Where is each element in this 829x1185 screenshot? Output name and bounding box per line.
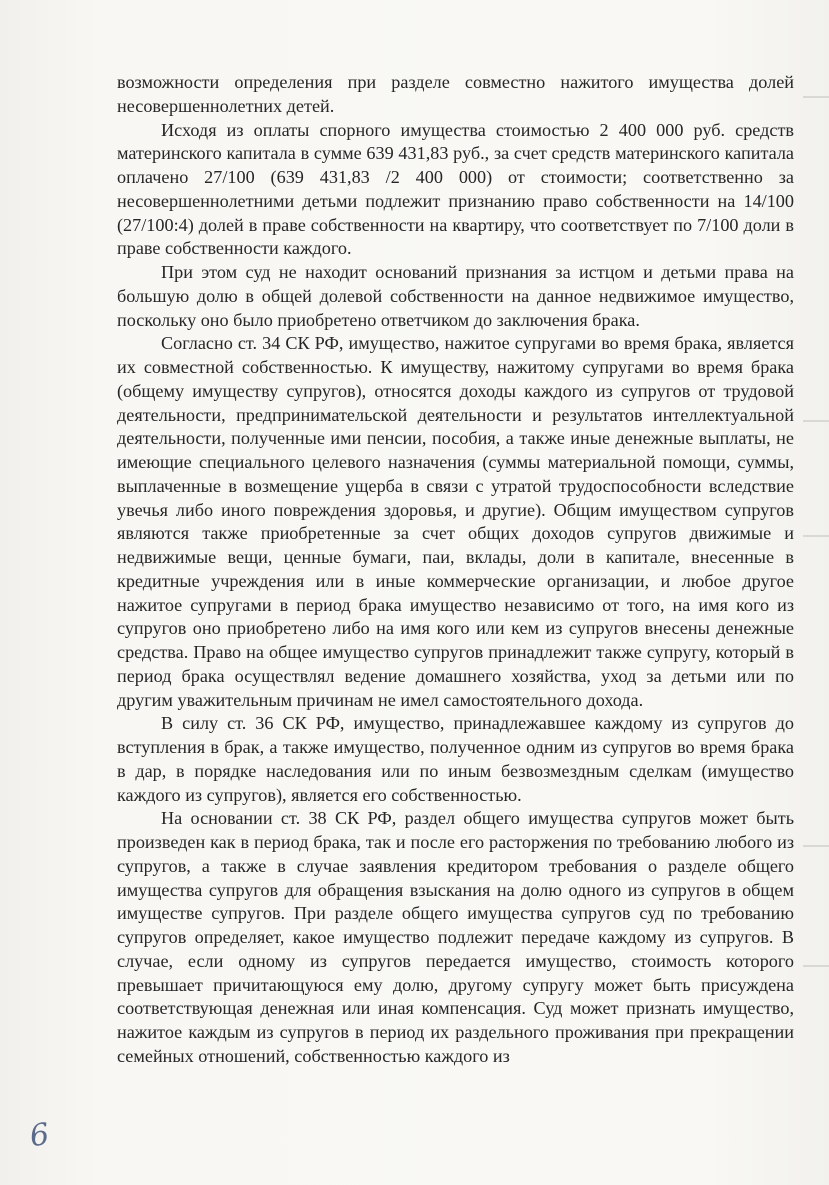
bleed-through-mark bbox=[803, 535, 829, 537]
bleed-through-mark bbox=[803, 96, 829, 98]
handwritten-page-number: 6 bbox=[27, 1116, 52, 1155]
paragraph-court-findings: При этом суд не находит оснований признания за истцом и детьми права на большую долю в общей долевой собственности на данное недвижимое имущество, поскольку оно было приобретено ответчиком до заключения брака. bbox=[117, 262, 794, 330]
bleed-through-mark bbox=[803, 845, 829, 847]
paragraph-article-38: На основании ст. 38 СК РФ, раздел общего имущества супругов может быть произведен как в период брака, так и после его расторжения по требованию любого из супругов, а также в случае заявления кредитором требования о разделе общего имущества супругов для обращения взыскания на долю одного из супругов в общем имуществе супругов. При разделе общего имущества супругов суд по требованию супругов определяет, какое имущество подлежит передаче каждому из супругов. В случае, если одному из супругов передается имущество, стоимость которого превышает причитающуюся ему долю, другому супругу может быть присуждена соответствующая денежная или иная компенсация. Суд может признать имущество, нажитое каждым из супругов в период их раздельного проживания при прекращении семейных отношений, собственностью каждого из bbox=[117, 808, 794, 1066]
paragraph-article-34: Согласно ст. 34 СК РФ, имущество, нажитое супругами во время брака, является их совместной собственностью. К имуществу, нажитому супругами во время брака (общему имуществу супругов), относятся доходы каждого из супругов от трудовой деятельности, предпринимательской деятельности и результатов интеллектуальной деятельности, полученные ими пенсии, пособия, а также иные денежные выплаты, не имеющие специального целевого назначения (суммы материальной помощи, суммы, выплаченные в возмещение ущерба в связи с утратой трудоспособности вследствие увечья либо иного повреждения здоровья, и другие). Общим имуществом супругов являются также приобретенные за счет общих доходов супругов движимые и недвижимые вещи, ценные бумаги, паи, вклады, доли в капитале, внесенные в кредитные учреждения или в иные коммерческие организации, и любое другое нажитое супругами в период брака имущество независимо от того, на имя кого из супругов оно приобретено либо на имя кого или кем из супругов внесены денежные средства. Право на общее имущество супругов принадлежит также супругу, который в период брака осуществлял ведение домашнего хозяйства, уход за детьми или по другим уважительным причинам не имел самостоятельного дохода. bbox=[117, 333, 794, 710]
paragraph-article-36: В силу ст. 36 СК РФ, имущество, принадлежавшее каждому из супругов до вступления в брак, а также имущество, полученное одним из супругов во время брака в дар, в порядке наследования или по иным безвозмездным сделкам (имущество каждого из супругов), является его собственностью. bbox=[117, 713, 794, 805]
bleed-through-mark bbox=[803, 420, 829, 422]
document-body bbox=[117, 71, 794, 1069]
paragraph-maternity-capital: Исходя из оплаты спорного имущества стоимостью 2 400 000 руб. средств материнского капитала в сумме 639 431,83 руб., за счет средств материнского капитала оплачено 27/100 (639 431,83 /2 400 000) от стоимости; соответственно за несовершеннолетними детьми подлежит признанию право собственности на 14/100 (27/100:4) долей в праве собственности на квартиру, что соответствует по 7/100 доли в праве собственности каждого. bbox=[117, 119, 794, 259]
paragraph-continuation: возможности определения при разделе совместно нажитого имущества долей несовершеннолетних детей. bbox=[117, 72, 794, 116]
bleed-through-mark bbox=[803, 965, 829, 967]
